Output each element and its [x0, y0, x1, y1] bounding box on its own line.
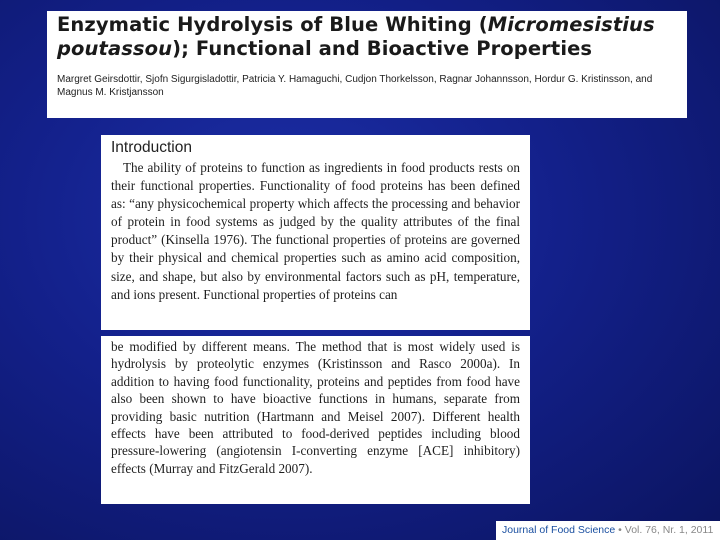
journal-name: Journal of Food Science — [502, 524, 616, 536]
paper-title — [57, 13, 677, 61]
paper-title-species: Micromesistius poutassou — [57, 13, 655, 60]
introduction-paragraph-part1: The ability of proteins to function as ingredients in food products rests on their functional properties. Functionality of food proteins has been defined as: “any physicochemical property which affects the processing and behavior of protein in food systems as judged by the quality attributes of the final product” (Kinsella 1976). The functional properties of proteins are governed by their physical and chemical properties such as amino acid composition, size, and shape, but also by environmental factors such as pH, temperature, and ions present. Functional properties of proteins can — [111, 160, 520, 302]
introduction-panel-top — [101, 135, 530, 330]
journal-volume: Vol. 76, Nr. 1, 2011 — [624, 524, 714, 536]
paper-title-text-1: Enzymatic Hydrolysis of Blue Whiting ( — [57, 13, 488, 36]
introduction-panel-bottom — [101, 336, 530, 504]
paper-authors: Margret Geirsdottir, Sjofn Sigurgisladottir, Patricia Y. Hamaguchi, Cudjon Thorkelsson, Ragnar Johannsson, Hordur G. Kristinsson, and Magnus M. Kristjansson — [57, 74, 653, 98]
paper-title-text-2: ); Functional and Bioactive Properties — [172, 37, 593, 60]
title-panel — [47, 11, 687, 118]
journal-citation — [496, 521, 720, 540]
introduction-heading: Introduction — [111, 139, 192, 156]
introduction-paragraph-part2: be modified by different means. The method that is most widely used is hydrolysis by proteolytic enzymes (Kristinsson and Rasco 2000a). In addition to having food functionality, proteins and peptides from food have also been shown to have bioactive functions in humans, separate from providing basic nutrition (Hartmann and Meisel 2007). Different health effects have been attributed to food-derived peptides including blood pressure-lowering (angiotensin I-converting enzyme [ACE] inhibitory) effects (Murray and FitzGerald 2007). — [111, 339, 520, 476]
citation-separator: • — [618, 524, 622, 536]
